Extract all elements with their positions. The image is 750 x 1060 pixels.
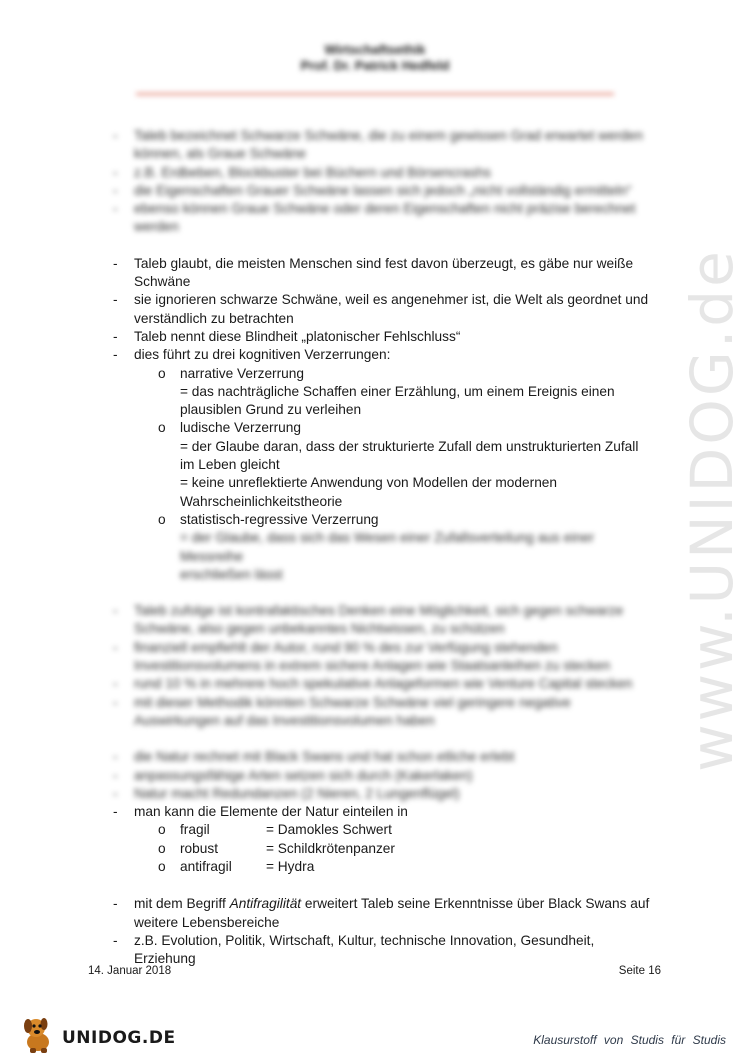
sub-item-text: = der Glaube daran, dass der strukturierte Zufall dem unstrukturierten Zufall xyxy=(180,438,639,454)
unidog-logo[interactable] xyxy=(22,1014,182,1054)
list-item: - Taleb bezeichnet Schwarze Schwäne, die zu einem gewissen Grad erwartet werden können, als Graue Schwäne xyxy=(113,127,658,164)
emphasis-antifragility: Antifragilität xyxy=(229,896,302,912)
document-body xyxy=(113,127,658,968)
header-title: Wirtschaftsethik xyxy=(324,42,426,57)
nature-term: antifragil xyxy=(180,858,232,874)
list-item: - Natur macht Redundanzen (2 Nieren, 2 Lungenflügel) xyxy=(113,785,658,803)
sub-item-text: = keine unreflektierte Anwendung von Modellen der modernen xyxy=(180,475,558,491)
nature-item-robust xyxy=(113,840,658,858)
list-item: - z.B. Evolution, Politik, Wirtschaft, Kultur, technische Innovation, Gesundheit, Erziehung xyxy=(113,932,658,969)
sub-item-text: plausiblen Grund zu verleihen xyxy=(180,402,362,418)
list-item: - mit dieser Methodik könnten Schwarze Schwäne viel geringere negative Auswirkungen auf das Investitionsvolumen haben xyxy=(113,694,658,731)
tagline: Klausurstoff von Studis für Studis xyxy=(533,1033,726,1047)
list-item: - Taleb nennt diese Blindheit „platonischer Fehlschluss“ xyxy=(113,328,658,346)
sub-item-text: = der Glaube, dass sich das Wesen einer Zufallsverteilung aus einer Messreihe xyxy=(180,530,595,564)
footer-date: 14. Januar 2018 xyxy=(88,965,172,977)
section-closing xyxy=(113,895,658,968)
nature-term: robust xyxy=(180,840,219,856)
list-item: - dies führt zu drei kognitiven Verzerrungen: xyxy=(113,346,658,364)
sub-item-text: erschließen lässt xyxy=(180,566,283,582)
list-item: - die Eigenschaften Grauer Schwäne lassen sich jedoch „nicht vollständig ermitteln“ xyxy=(113,182,658,200)
list-item: - man kann die Elemente der Natur einteilen in xyxy=(113,803,658,821)
section-nature xyxy=(113,803,658,876)
watermark: www.UNIDOG.de xyxy=(678,248,746,772)
logo-text: UNIDOG.DE xyxy=(62,1028,176,1048)
nature-value: = Damokles Schwert xyxy=(266,822,392,838)
list-item: - anpassungsfähige Arten setzen sich durch (Kakerlaken) xyxy=(113,767,658,785)
list-item: - sie ignorieren schwarze Schwäne, weil es angenehmer ist, die Welt als geordnet und verständlich zu betrachten xyxy=(113,291,658,328)
list-item: - mit dem Begriff Antifragilität erweitert Taleb seine Erkenntnisse über Black Swans auf weitere Lebensbereiche xyxy=(113,895,658,932)
footer-page-number: Seite 16 xyxy=(618,965,661,977)
nature-term: fragil xyxy=(180,822,210,838)
list-item: - finanziell empfiehlt der Autor, rund 90 % des zur Verfügung stehenden Investitionsvolumens in extrem sichere Anlagen wie Staatsanleihen zu stecken xyxy=(113,639,658,676)
blurred-top-group xyxy=(113,127,658,237)
sub-item-text: im Leben gleicht xyxy=(180,457,280,473)
blurred-middle-group xyxy=(113,602,658,730)
nature-item-fragile xyxy=(113,821,658,839)
list-item: - die Natur rechnet mit Black Swans und hat schon etliche erlebt xyxy=(113,748,658,766)
list-item: - z.B. Erdbeben, Blockbuster bei Büchern und Börsencrashs xyxy=(113,164,658,182)
nature-item-antifragile xyxy=(113,858,658,876)
nature-value: = Hydra xyxy=(266,858,315,874)
sub-item-text: Wahrscheinlichkeitstheorie xyxy=(180,493,343,509)
sub-item-ludic: o ludische Verzerrung xyxy=(113,419,658,437)
list-item: - ebenso können Graue Schwäne oder deren Eigenschaften nicht präzise berechnet werden xyxy=(113,200,658,237)
dog-mascot-icon xyxy=(22,1014,58,1054)
list-item: - rund 10 % in mehrere hoch spekulative Anlageformen wie Venture Capital stecken xyxy=(113,675,658,693)
section-bias xyxy=(113,255,658,584)
sub-item-statistical: o statistisch-regressive Verzerrung xyxy=(113,511,658,529)
sub-item-narrative: o narrative Verzerrung xyxy=(113,365,658,383)
document-header xyxy=(0,42,750,74)
blurred-nature-group xyxy=(113,748,658,803)
list-item: - Taleb glaubt, die meisten Menschen sind fest davon überzeugt, es gäbe nur weiße Schwäne xyxy=(113,255,658,292)
sub-item-text: = das nachträgliche Schaffen einer Erzählung, um einem Ereignis einen xyxy=(180,383,615,399)
list-item: - Taleb zufolge ist kontrafaktisches Denken eine Möglichkeit, sich gegen schwarze Schwäne, also gegen unbekanntes Nichtwissen, zu schützen xyxy=(113,602,658,639)
nature-value: = Schildkrötenpanzer xyxy=(266,840,395,856)
header-rule xyxy=(136,93,614,95)
header-subtitle: Prof. Dr. Patrick Hedfeld xyxy=(300,58,450,73)
